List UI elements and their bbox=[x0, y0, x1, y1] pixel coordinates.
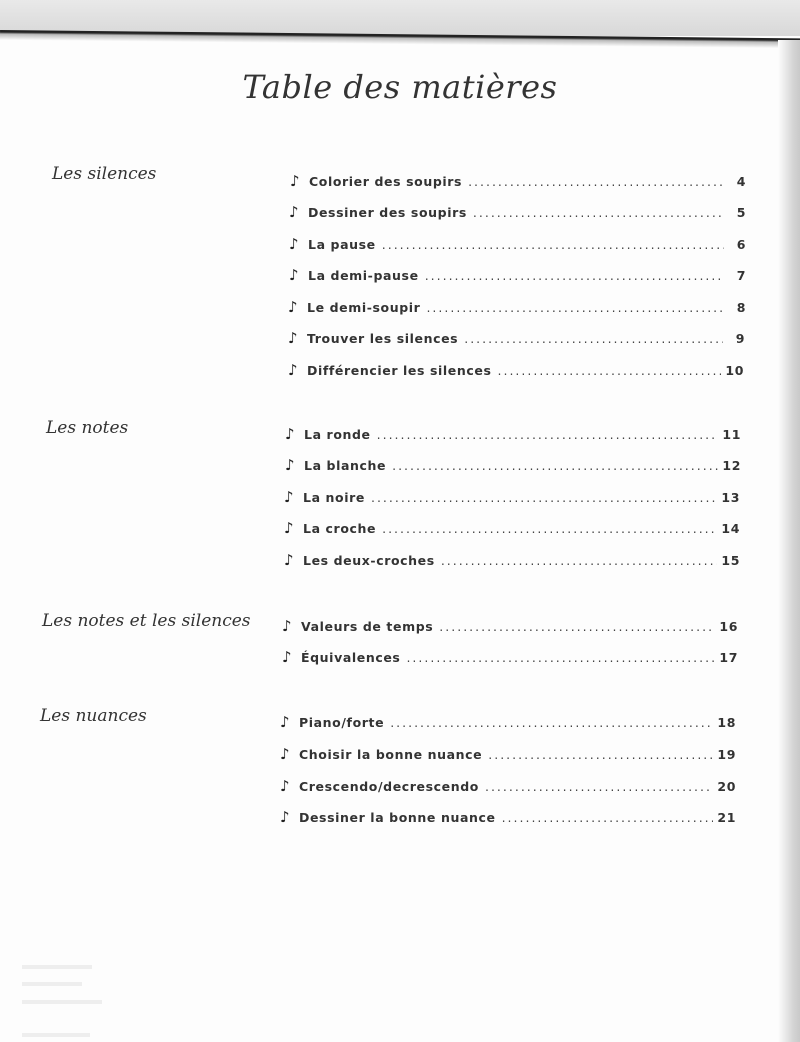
toc-entry[interactable] bbox=[284, 519, 740, 541]
entry-label: Dessiner des soupirs bbox=[308, 205, 467, 220]
toc-entry[interactable] bbox=[289, 235, 746, 257]
section-label-silences: Les silences bbox=[52, 164, 157, 184]
eighth-note-icon: ♪ bbox=[290, 172, 301, 190]
page-number: 15 bbox=[721, 553, 740, 568]
entry-label: La blanche bbox=[304, 458, 387, 473]
show-through-mark bbox=[22, 1000, 102, 1004]
entry-label: Choisir la bonne nuance bbox=[299, 747, 483, 762]
eighth-note-icon: ♪ bbox=[285, 425, 296, 443]
entry-label: Dessiner la bonne nuance bbox=[299, 810, 496, 825]
toc-entry[interactable] bbox=[280, 713, 736, 735]
eighth-note-icon: ♪ bbox=[284, 519, 295, 537]
page-number: 7 bbox=[736, 268, 746, 283]
leader-dots bbox=[392, 458, 718, 473]
eighth-note-icon: ♪ bbox=[288, 329, 299, 347]
toc-entry[interactable] bbox=[280, 777, 736, 799]
show-through-mark bbox=[22, 1033, 90, 1037]
toc-entry[interactable] bbox=[289, 266, 746, 288]
leader-dots bbox=[485, 779, 713, 794]
toc-entry[interactable] bbox=[285, 425, 741, 447]
toc-entry[interactable] bbox=[290, 172, 746, 194]
toc-entry[interactable] bbox=[280, 808, 736, 830]
leader-dots bbox=[390, 715, 713, 730]
toc-entry[interactable] bbox=[285, 456, 741, 478]
entry-label: Équivalences bbox=[301, 650, 401, 665]
page-right-shadow bbox=[778, 40, 800, 1042]
toc-entry[interactable] bbox=[288, 361, 744, 383]
eighth-note-icon: ♪ bbox=[280, 808, 291, 826]
leader-dots bbox=[426, 300, 724, 315]
eighth-note-icon: ♪ bbox=[289, 266, 300, 284]
toc-entry[interactable] bbox=[284, 488, 740, 510]
entry-label: Crescendo/decrescendo bbox=[299, 779, 479, 794]
leader-dots bbox=[377, 427, 719, 442]
leader-dots bbox=[498, 363, 722, 378]
section-label-notes: Les notes bbox=[46, 418, 129, 438]
eighth-note-icon: ♪ bbox=[282, 648, 293, 666]
leader-dots bbox=[371, 490, 717, 505]
toc-entry[interactable] bbox=[282, 617, 738, 639]
leader-dots bbox=[502, 810, 714, 825]
eighth-note-icon: ♪ bbox=[289, 235, 300, 253]
page-number: 8 bbox=[736, 300, 746, 315]
eighth-note-icon: ♪ bbox=[280, 713, 291, 731]
entry-label: Le demi-soupir bbox=[307, 300, 421, 315]
page-number: 14 bbox=[721, 521, 740, 536]
entry-label: Colorier des soupirs bbox=[309, 174, 463, 189]
eighth-note-icon: ♪ bbox=[289, 203, 300, 221]
toc-entry[interactable] bbox=[288, 329, 745, 351]
entry-label: La pause bbox=[308, 237, 376, 252]
eighth-note-icon: ♪ bbox=[284, 551, 295, 569]
eighth-note-icon: ♪ bbox=[288, 361, 299, 379]
page-number: 20 bbox=[717, 779, 736, 794]
toc-entry[interactable] bbox=[280, 745, 736, 767]
leader-dots bbox=[406, 650, 715, 665]
toc-entry[interactable] bbox=[284, 551, 740, 573]
eighth-note-icon: ♪ bbox=[280, 745, 291, 763]
toc-entry[interactable] bbox=[288, 298, 746, 320]
entry-label: Différencier les silences bbox=[307, 363, 492, 378]
page-number: 18 bbox=[717, 715, 736, 730]
entry-label: La ronde bbox=[304, 427, 371, 442]
page-number: 5 bbox=[736, 205, 746, 220]
page-number: 6 bbox=[736, 237, 746, 252]
leader-dots bbox=[382, 237, 724, 252]
eighth-note-icon: ♪ bbox=[282, 617, 293, 635]
page-number: 16 bbox=[719, 619, 738, 634]
toc-entry[interactable] bbox=[282, 648, 738, 670]
leader-dots bbox=[488, 747, 713, 762]
leader-dots bbox=[425, 268, 724, 283]
page-number: 4 bbox=[736, 174, 746, 189]
show-through-mark bbox=[22, 965, 92, 969]
page-number: 11 bbox=[722, 427, 741, 442]
section-label-nuances: Les nuances bbox=[40, 706, 147, 726]
entry-label: La noire bbox=[303, 490, 365, 505]
section-label-notes-et-silences: Les notes et les silences bbox=[42, 611, 251, 631]
eighth-note-icon: ♪ bbox=[284, 488, 295, 506]
entry-label: La croche bbox=[303, 521, 377, 536]
page-number: 19 bbox=[717, 747, 736, 762]
page-title: Table des matières bbox=[242, 68, 558, 106]
page-number: 9 bbox=[735, 331, 745, 346]
leader-dots bbox=[439, 619, 715, 634]
show-through-mark bbox=[22, 982, 82, 986]
entry-label: Les deux-croches bbox=[303, 553, 435, 568]
leader-dots bbox=[382, 521, 717, 536]
page-number: 21 bbox=[717, 810, 736, 825]
eighth-note-icon: ♪ bbox=[280, 777, 291, 795]
leader-dots bbox=[473, 205, 724, 220]
entry-label: Trouver les silences bbox=[307, 331, 459, 346]
eighth-note-icon: ♪ bbox=[288, 298, 299, 316]
leader-dots bbox=[468, 174, 724, 189]
entry-label: La demi-pause bbox=[308, 268, 419, 283]
page-number: 13 bbox=[721, 490, 740, 505]
eighth-note-icon: ♪ bbox=[285, 456, 296, 474]
page-number: 10 bbox=[725, 363, 744, 378]
page-number: 12 bbox=[722, 458, 741, 473]
page-number: 17 bbox=[719, 650, 738, 665]
entry-label: Valeurs de temps bbox=[301, 619, 434, 634]
toc-entry[interactable] bbox=[289, 203, 746, 225]
entry-label: Piano/forte bbox=[299, 715, 385, 730]
leader-dots bbox=[441, 553, 718, 568]
leader-dots bbox=[464, 331, 723, 346]
